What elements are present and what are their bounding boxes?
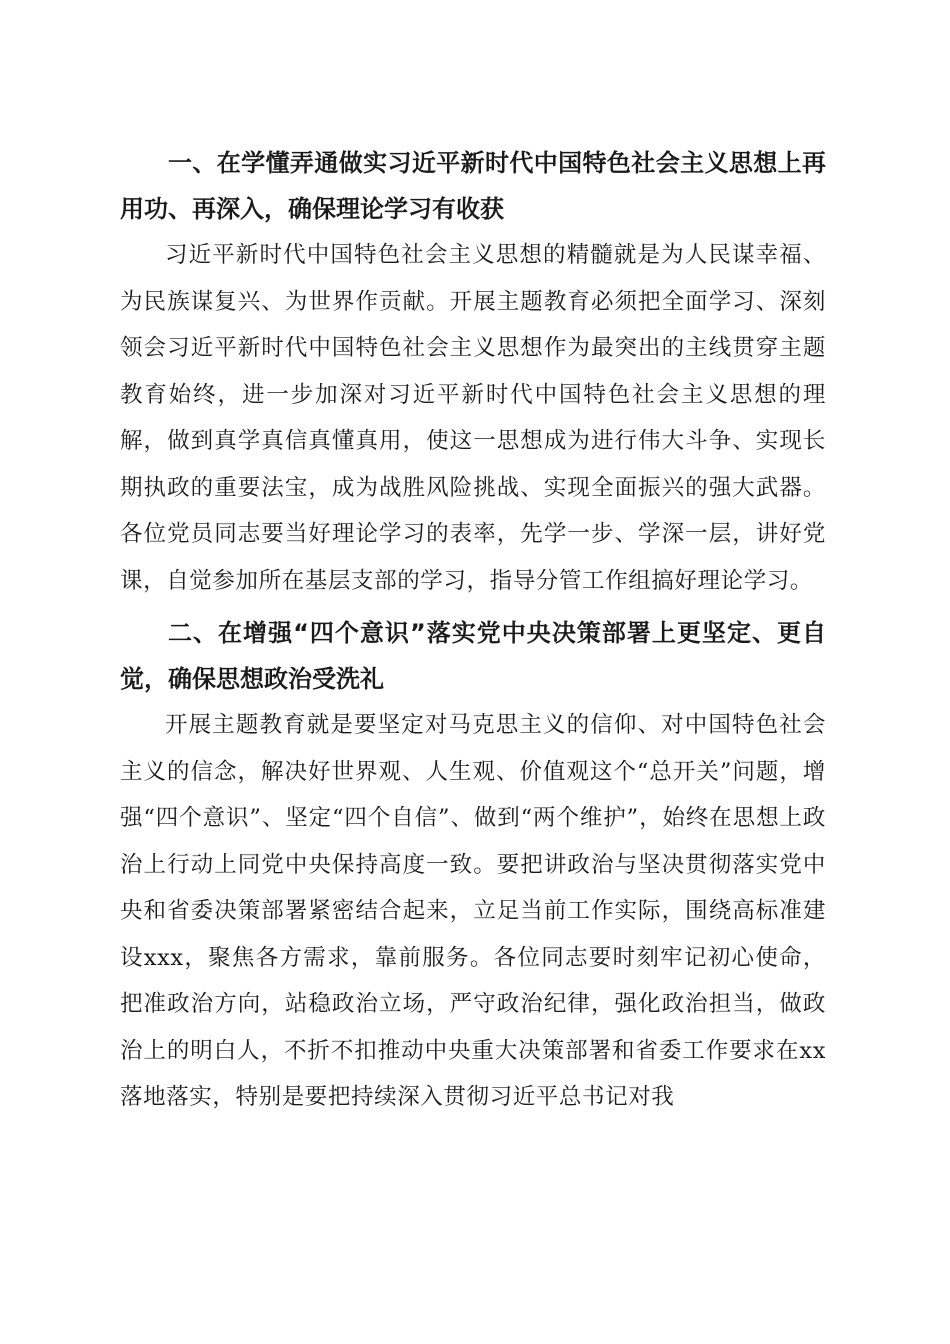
section-1-heading: 一、在学懂弄通做实习近平新时代中国特色社会主义思想上再用功、再深入，确保理论学习有收获 <box>120 149 826 223</box>
section-2-paragraph: 开展主题教育就是要坚定对马克思主义的信仰、对中国特色社会主义的信念，解决好世界观、人生观、价值观这个“总开关”问题，增强“四个意识”、坚定“四个自信”、做到“两个维护”，始终在思想上政治上行动上同党中央保持高度一致。要把讲政治与坚决贯彻落实党中央和省委决策部署紧密结合起来，立足当前工作实际，围绕高标准建设xxx，聚焦各方需求，靠前服务。各位同志要时刻牢记初心使命，把准政治方向，站稳政治立场，严守政治纪律，强化政治担当，做政治上的明白人，不折不扣推动中央重大决策部署和省委工作要求在xx落地落实，特别是要把持续深入贯彻习近平总书记对我 <box>120 712 826 1110</box>
section-2-heading: 二、在增强“四个意识”落实党中央决策部署上更坚定、更自觉，确保思想政治受洗礼 <box>120 619 826 693</box>
section-1-paragraph: 习近平新时代中国特色社会主义思想的精髓就是为人民谋幸福、为民族谋复兴、为世界作贡献。开展主题教育必须把全面学习、深刻领会习近平新时代中国特色社会主义思想作为最突出的主线贯穿主题教育始终，进一步加深对习近平新时代中国特色社会主义思想的理解，做到真学真信真懂真用，使这一思想成为进行伟大斗争、实现长期执政的重要法宝，成为战胜风险挑战、实现全面振兴的强大武器。各位党员同志要当好理论学习的表率，先学一步、学深一层，讲好党课，自觉参加所在基层支部的学习，指导分管工作组搞好理论学习。 <box>120 242 826 594</box>
document-page <box>120 134 826 1121</box>
